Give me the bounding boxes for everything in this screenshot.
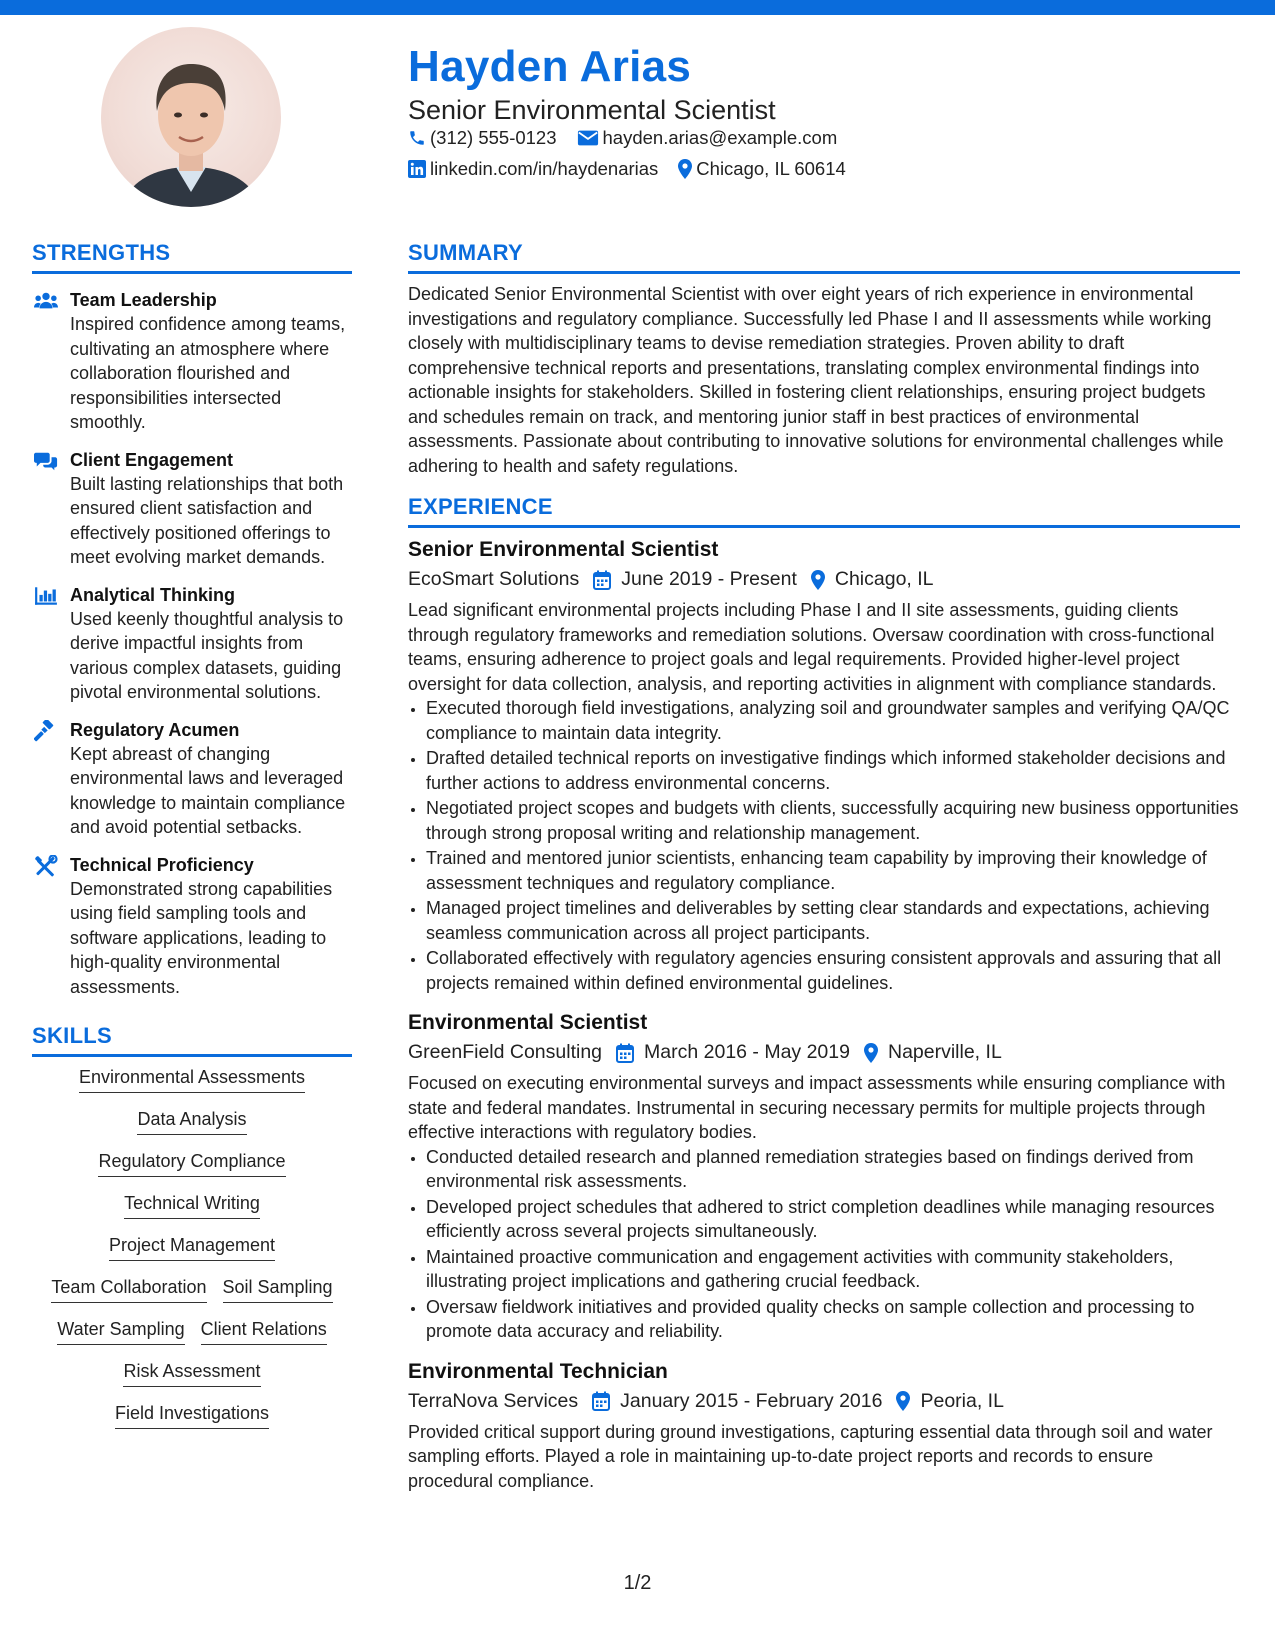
skill-tag: Water Sampling [57, 1317, 184, 1345]
job-location: Naperville, IL [887, 1041, 1002, 1063]
map-pin-icon [678, 159, 692, 179]
contact-row-2 [408, 158, 866, 180]
skill-row [32, 1065, 352, 1093]
skill-tag: Project Management [109, 1233, 275, 1261]
job-location: Chicago, IL [834, 568, 934, 590]
job-bullet: • Drafted detailed technical reports on investigative findings which informed stakeholder decisions and further actions to address environmental concerns. [426, 746, 1240, 795]
strength-description: Used keenly thoughtful analysis to derive impactful insights from various complex datasets, guiding pivotal environmental solutions. [70, 608, 344, 702]
job-bullets [408, 696, 1240, 995]
job-title: Senior Environmental Scientist [408, 538, 719, 561]
skill-tag: Client Relations [201, 1317, 327, 1345]
skill-tag: Soil Sampling [223, 1275, 333, 1303]
strength-description: Kept abreast of changing environmental laws and leveraged knowledge to maintain compliance and avoid potential setbacks. [70, 743, 346, 837]
job-meta [408, 1390, 1240, 1413]
job-company: EcoSmart Solutions [408, 568, 580, 590]
job-dates: June 2019 - Present [621, 568, 797, 590]
skill-row [32, 1233, 352, 1261]
strength-description: Demonstrated strong capabilities using field sampling tools and software applications, leading to high-quality environmental assessments. [70, 878, 333, 997]
phone-text: (312) 555-0123 [430, 127, 557, 148]
strength-item [32, 718, 352, 840]
job-location: Peoria, IL [920, 1389, 1004, 1412]
right-column [408, 240, 1240, 1493]
skill-tag: Field Investigations [115, 1401, 269, 1429]
job-meta [408, 568, 1240, 591]
skill-row [32, 1359, 352, 1387]
linkedin-text: linkedin.com/in/haydenarias [430, 158, 659, 179]
skill-tag: Risk Assessment [123, 1359, 260, 1387]
job-company: GreenField Consulting [408, 1041, 603, 1063]
job-bullets [408, 1145, 1240, 1344]
map-pin-icon [864, 1043, 878, 1063]
skill-tag: Environmental Assessments [79, 1065, 305, 1093]
job-description: Lead significant environmental projects including Phase I and II site assessments, guiding clients through regulatory frameworks and remediation solutions. Oversaw coordination with cross-functional teams, ensuring adherence to project goals and legal requirements. Provided higher-level project oversight for data collection, analysis, and reporting activities in alignment with compliance standards. [408, 600, 1217, 694]
users-icon [34, 290, 58, 312]
strength-description: Inspired confidence among teams, cultivating an atmosphere where collaboration flourished and responsibilities intersected smoothly. [70, 314, 346, 432]
left-column [32, 240, 352, 1443]
job-bullet: • Developed project schedules that adhered to strict completion deadlines while managing resources efficiently across several projects simultaneously. [426, 1195, 1240, 1244]
job-title: Environmental Scientist [408, 1011, 648, 1034]
calendar-icon [616, 1043, 634, 1063]
experience-heading: EXPERIENCE [408, 494, 1240, 528]
page-number: 1/2 [623, 1572, 652, 1594]
location-text: Chicago, IL 60614 [696, 158, 846, 179]
job-bullet: • Trained and mentored junior scientists, enhancing team capability by improving their knowledge of assessment techniques and regulatory compliance. [426, 846, 1240, 895]
job-description: Focused on executing environmental surveys and impact assessments while ensuring compliance with state and federal mandates. Instrumental in securing necessary permits for multiple projects through effective interactions with regulatory bodies. [408, 1073, 1226, 1142]
skill-tag: Regulatory Compliance [98, 1149, 285, 1177]
skill-row [32, 1191, 352, 1219]
strength-title: Technical Proficiency [70, 854, 254, 875]
job-title: Environmental Technician [408, 1359, 668, 1383]
skills-heading: SKILLS [32, 1023, 352, 1057]
job-bullet: • Negotiated project scopes and budgets with clients, successfully acquiring new business opportunities through strong proposal writing and relationship management. [426, 796, 1240, 845]
strength-item [32, 853, 352, 1000]
job-bullet: • Collaborated effectively with regulatory agencies ensuring consistent approvals and assuring that all projects remained within defined environmental guidelines. [426, 946, 1240, 995]
calendar-icon [593, 570, 611, 590]
skill-row [32, 1107, 352, 1135]
chart-icon [34, 585, 58, 607]
job-entry [408, 536, 1240, 995]
email-text: hayden.arias@example.com [602, 127, 838, 148]
contact-row-1 [408, 127, 857, 149]
linkedin-icon [408, 160, 426, 178]
job-bullet: • Conducted detailed research and planned remediation strategies based on findings derived from environmental risk assessments. [426, 1145, 1240, 1194]
tools-icon [34, 855, 58, 877]
strength-item [32, 448, 352, 570]
comments-icon [34, 450, 58, 472]
job-entry [408, 1358, 1240, 1494]
skill-tag: Team Collaboration [51, 1275, 206, 1303]
job-bullet: • Managed project timelines and deliverables by setting clear standards and expectations, achieving seamless communication across all project participants. [426, 896, 1240, 945]
job-entry [408, 1009, 1240, 1344]
envelope-icon [577, 129, 599, 147]
skill-row [32, 1401, 352, 1429]
summary-heading: SUMMARY [408, 240, 1240, 274]
strength-title: Team Leadership [70, 290, 217, 310]
job-meta [408, 1041, 1240, 1064]
job-dates: January 2015 - February 2016 [620, 1389, 883, 1412]
experience-list [408, 536, 1240, 1493]
calendar-icon [592, 1391, 610, 1411]
job-bullet: • Maintained proactive communication and engagement activities with community stakeholders, illustrating project implications and gathering crucial feedback. [426, 1245, 1240, 1294]
skill-tag: Data Analysis [137, 1107, 246, 1135]
candidate-name: Hayden Arias [408, 42, 692, 91]
strength-item [32, 288, 352, 435]
gavel-icon [34, 720, 58, 742]
map-pin-icon [896, 1391, 910, 1411]
profile-photo [101, 27, 281, 207]
person-portrait-icon [101, 27, 281, 207]
skills-list [32, 1065, 352, 1429]
skill-row [32, 1149, 352, 1177]
phone-icon [408, 129, 426, 147]
strength-description: Built lasting relationships that both ensured client satisfaction and effectively positioned offerings to meet evolving market demands. [70, 473, 344, 567]
skill-tag: Technical Writing [124, 1191, 260, 1219]
strength-title: Analytical Thinking [70, 584, 236, 605]
skill-row [32, 1275, 352, 1303]
map-pin-icon [811, 570, 825, 590]
top-accent-bar [0, 0, 1275, 15]
phone-contact[interactable] [408, 127, 557, 149]
job-bullet: • Oversaw fieldwork initiatives and provided quality checks on sample collection and processing to promote data accuracy and reliability. [426, 1295, 1240, 1344]
linkedin-contact[interactable] [408, 158, 658, 180]
strengths-heading: STRENGTHS [32, 240, 352, 274]
summary-text: Dedicated Senior Environmental Scientist with over eight years of rich experience in environmental investigations and regulatory compliance. Successfully led Phase I and II assessments while working closely with multidisciplinary teams to devise remediation strategies. Proven ability to draft comprehensive technical reports and presentations, translating complex environmental findings into actionable insights for stakeholders. Skilled in fostering client relationships, ensuring project budgets and schedules remain on track, and mentoring junior staff in best practices of environmental assessments. Passionate about contributing to innovative solutions for environmental challenges while adhering to health and safety regulations. [408, 284, 1224, 476]
location-contact [678, 158, 845, 180]
strength-item [32, 583, 352, 705]
job-company: TerraNova Services [408, 1389, 579, 1412]
skill-row [32, 1317, 352, 1345]
job-dates: March 2016 - May 2019 [644, 1041, 850, 1063]
strength-title: Regulatory Acumen [70, 719, 240, 740]
candidate-title: Senior Environmental Scientist [408, 95, 776, 125]
job-description: Provided critical support during ground investigations, capturing essential data through soil and water sampling efforts. Played a role in maintaining up-to-date project reports and records to ensure procedural compliance. [408, 1421, 1213, 1491]
strength-title: Client Engagement [70, 449, 234, 470]
email-contact[interactable] [577, 127, 838, 149]
job-bullet: • Executed thorough field investigations, analyzing soil and groundwater samples and verifying QA/QC compliance to maintain data integrity. [426, 696, 1240, 745]
